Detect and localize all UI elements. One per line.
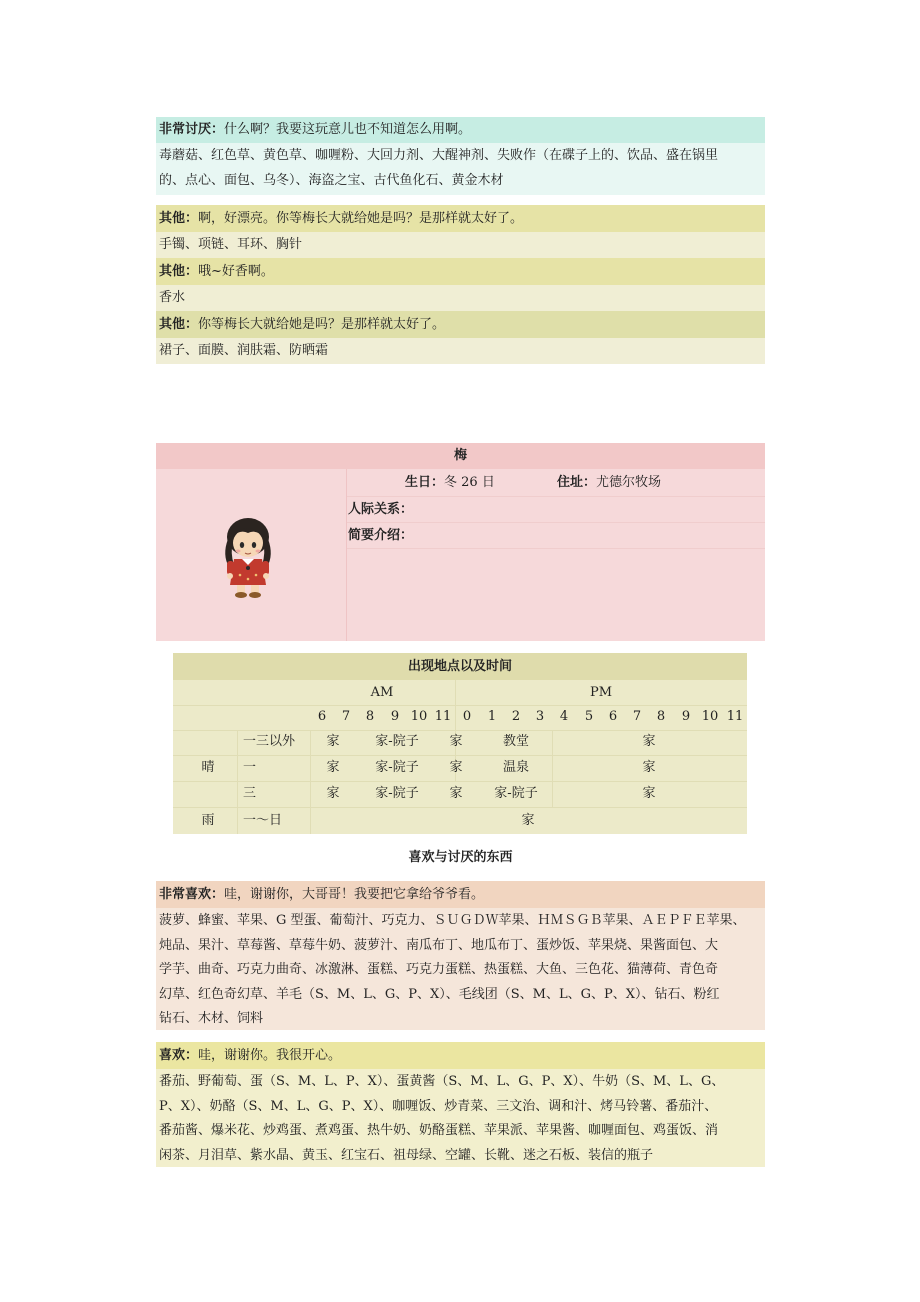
schedule-day: 三	[243, 786, 257, 801]
love-line: 钻石、木材、饲料	[159, 1011, 264, 1026]
hour-label: 0	[462, 709, 472, 724]
hour-label: 6	[608, 709, 618, 724]
hate-items-line1: 毒蘑菇、红色草、黄色草、咖喱粉、大回力剂、大醒神剂、失败作（在碟子上的、饮品、盛在锅里	[159, 148, 719, 163]
hour-label: 3	[535, 709, 545, 724]
hate-quote: 什么啊？我要这玩意儿也不知道怎么用啊。	[224, 122, 472, 137]
weather-sunny: 晴	[201, 760, 215, 775]
schedule-place: 家	[326, 760, 340, 775]
like-line: P、X）、奶酪（S、M、L、G、P、X）、咖喱饭、炒青菜、三文治、调和汁、烤马铃薯、番茄汁、	[159, 1098, 718, 1114]
hour-label: 9	[390, 709, 400, 724]
profile-rule	[347, 496, 765, 497]
hate-label: 非常讨厌：	[159, 122, 225, 137]
other3-label: 其他：	[159, 317, 199, 332]
grid-line	[173, 705, 747, 706]
schedule-place: 家	[642, 734, 656, 749]
like-label: 喜欢：	[159, 1048, 199, 1063]
schedule-place: 家	[449, 786, 463, 801]
other2-items: 香水	[156, 285, 765, 311]
hour-label: 6	[317, 709, 327, 724]
girl-character-sprite-icon	[220, 515, 276, 599]
profile-rule	[347, 548, 765, 549]
am-label: AM	[370, 685, 394, 700]
address-value: 尤德尔牧场	[596, 475, 662, 490]
grid-line	[173, 755, 747, 756]
profile-name: 梅	[156, 443, 765, 469]
love-items	[156, 908, 765, 1030]
schedule-place: 家	[449, 760, 463, 775]
other1-items: 手镯、项链、耳环、胸针	[156, 232, 765, 258]
other2-label: 其他：	[159, 264, 199, 279]
hour-label: 7	[632, 709, 642, 724]
hour-label: 8	[656, 709, 666, 724]
love-line: 学芋、曲奇、巧克力曲奇、冰激淋、蛋糕、巧克力蛋糕、热蛋糕、大鱼、三色花、猫薄荷、青色奇	[159, 962, 719, 977]
hour-label: 2	[511, 709, 521, 724]
schedule-place: 家	[326, 734, 340, 749]
like-items	[156, 1069, 765, 1167]
hour-label: 10	[701, 709, 719, 724]
birthday	[405, 473, 495, 493]
grid-line	[552, 730, 553, 807]
schedule-place: 家-院子	[494, 786, 538, 801]
relations-label: 人际关系：	[348, 502, 414, 517]
likes-section-title: 喜欢与讨厌的东西	[408, 850, 513, 865]
hour-label: 11	[726, 709, 744, 724]
other1-header	[156, 205, 765, 232]
like-header	[156, 1042, 765, 1069]
love-quote: 哇，谢谢你，大哥哥！我要把它拿给爷爷看。	[224, 887, 485, 902]
hour-label: 4	[559, 709, 569, 724]
like-line: 番茄酱、爆米花、炒鸡蛋、煮鸡蛋、热牛奶、奶酪蛋糕、苹果派、苹果酱、咖喱面包、鸡蛋饭、消	[159, 1123, 719, 1138]
birthday-value: 冬 26 日	[444, 475, 495, 490]
hour-label: 5	[584, 709, 594, 724]
like-line: 番茄、野葡萄、蛋（S、M、L、P、X）、蛋黄酱（S、M、L、G、P、X）、牛奶（S、M、L、G、	[159, 1074, 725, 1089]
other1-quote: 啊，好漂亮。你等梅长大就给她是吗？是那样就太好了。	[198, 211, 524, 226]
love-line: 幻草、红色奇幻草、羊毛（S、M、L、G、P、X）、毛线团（S、M、L、G、P、X）、钻石、粉红	[159, 986, 720, 1002]
schedule-place: 家-院子	[375, 734, 419, 749]
profile-rule	[347, 522, 765, 523]
hour-label: 1	[487, 709, 497, 724]
other2-header	[156, 258, 765, 285]
hour-label: 10	[410, 709, 428, 724]
intro-label: 简要介绍：	[348, 528, 414, 543]
grid-line	[173, 807, 747, 808]
grid-line	[173, 730, 747, 731]
schedule-place: 家-院子	[375, 760, 419, 775]
other3-items: 裙子、面膜、润肤霜、防晒霜	[156, 338, 765, 364]
schedule-place: 家-院子	[375, 786, 419, 801]
love-label: 非常喜欢：	[159, 887, 225, 902]
love-line: 炖品、果汁、草莓酱、草莓牛奶、菠萝汁、南瓜布丁、地瓜布丁、蛋炒饭、苹果烧、果酱面包、大	[159, 937, 719, 953]
schedule-day: 一三以外	[243, 734, 296, 749]
hour-label: 8	[365, 709, 375, 724]
birthday-label: 生日：	[405, 475, 445, 490]
address	[557, 473, 661, 493]
schedule-day: 一～日	[243, 813, 283, 828]
schedule-place: 温泉	[502, 760, 529, 775]
other3-header	[156, 311, 765, 338]
like-quote: 哇，谢谢你。我很开心。	[198, 1048, 342, 1063]
love-header	[156, 881, 765, 908]
hour-label: 9	[681, 709, 691, 724]
schedule-place: 教堂	[502, 734, 529, 749]
grid-line	[173, 781, 747, 782]
other3-quote: 你等梅长大就给她是吗？是那样就太好了。	[198, 317, 446, 332]
schedule-place: 家	[449, 734, 463, 749]
hour-label: 7	[341, 709, 351, 724]
hate-header	[156, 117, 765, 143]
address-label: 住址：	[557, 475, 597, 490]
love-line: 菠萝、蜂蜜、苹果、G 型蛋、葡萄汁、巧克力、ＳＵＧＤＷ苹果、ＨＭＳＧＢ苹果、ＡＥＰＦＥ苹果、	[159, 913, 746, 928]
pm-label: PM	[589, 685, 613, 700]
schedule-title: 出现地点以及时间	[173, 653, 747, 680]
schedule-day: 一	[243, 760, 257, 775]
hour-label: 11	[434, 709, 452, 724]
other1-label: 其他：	[159, 211, 199, 226]
profile-divider	[346, 469, 347, 641]
hate-items	[156, 143, 765, 195]
schedule-place: 家	[326, 786, 340, 801]
schedule-place: 家	[642, 760, 656, 775]
weather-rain: 雨	[201, 813, 215, 828]
schedule-place: 家	[642, 786, 656, 801]
other2-quote: 哦~好香啊。	[198, 264, 274, 279]
hate-items-line2: 的、点心、面包、乌冬）、海盗之宝、古代鱼化石、黄金木材	[159, 172, 504, 188]
schedule-place: 家	[521, 813, 535, 828]
like-line: 闲茶、月泪草、紫水晶、黄玉、红宝石、祖母绿、空罐、长靴、迷之石板、装信的瓶子	[159, 1147, 654, 1163]
